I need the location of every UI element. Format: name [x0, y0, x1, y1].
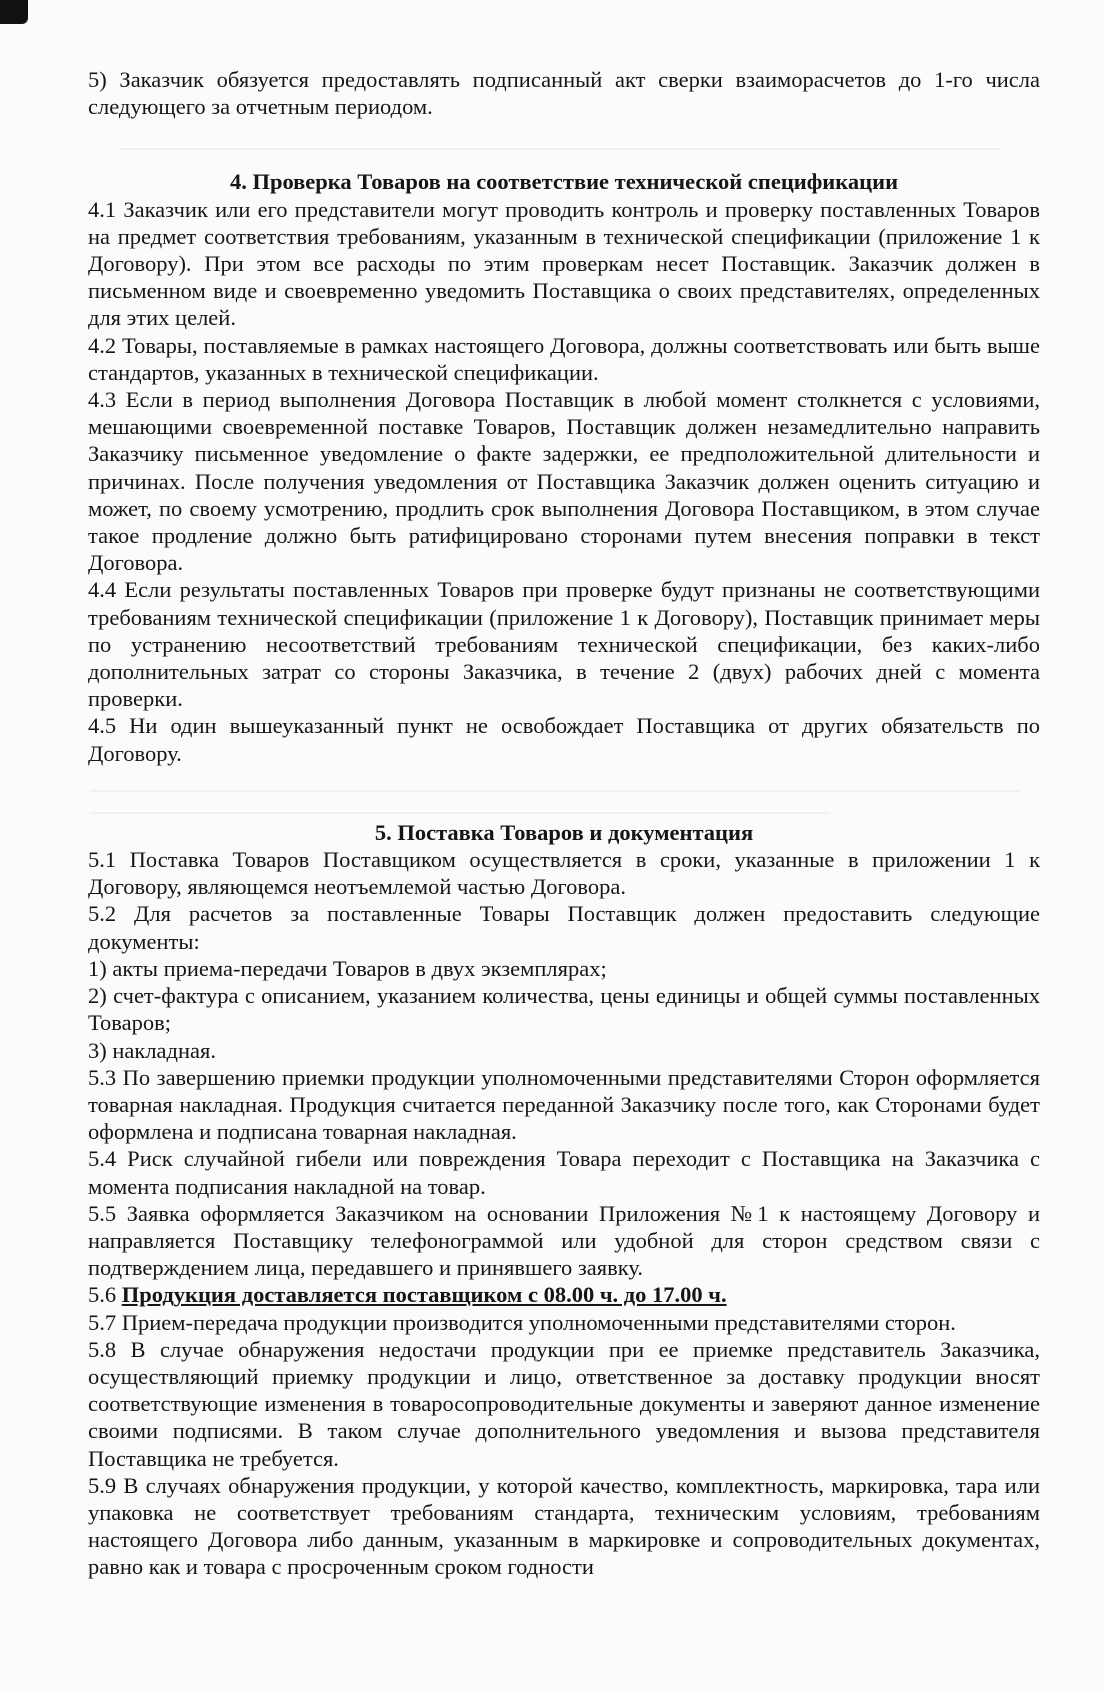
clause-5-4: 5.4 Риск случайной гибели или повреждения Товара переходит с Поставщика на Заказчика с момента подписания накладной на товар. — [88, 1146, 1040, 1199]
clause-5-8: 5.8 В случае обнаружения недостачи продукции при ее приемке представитель Заказчика, осуществляющий приемку продукции и лицо, ответственное за доставку продукции вносят соответствующие изменения в товаросопроводительные документы и заверяют данное изменение своими подписями. В таком случае дополнительного уведомления и вызова представителя Поставщика не требуется. — [88, 1336, 1040, 1471]
list-item-2: 2) счет-фактура с описанием, указанием количества, цены единицы и общей суммы поставленных Товаров; — [88, 983, 1040, 1036]
list-item-3: 3) накладная. — [88, 1037, 216, 1063]
clause-5-6-number: 5.6 — [88, 1282, 122, 1308]
clause-4-2: 4.2 Товары, поставляемые в рамках настоящего Договора, должны соответствовать или быть выше стандартов, указанных в технической спецификации. — [88, 332, 1040, 385]
clause-5-2: 5.2 Для расчетов за поставленные Товары Поставщик должен предоставить следующие документы: — [88, 901, 1040, 954]
clause-5-9: 5.9 В случаях обнаружения продукции, у которой качество, комплектность, маркировка, тара или упаковка не соответствует требованиям стандарта, техническим условиям, требованиям настоящего Договора либо данным, указанным в маркировке и сопроводительных документах, равно как и товара с просроченным сроком годности — [88, 1472, 1040, 1580]
section-5-heading: 5. Поставка Товаров и документация — [374, 819, 754, 845]
list-item-1: 1) акты приема-передачи Товаров в двух экземплярах; — [88, 955, 607, 981]
clause-5-6-emphasis: Продукция доставляется поставщиком с 08.00 ч. до 17.00 ч. — [121, 1282, 727, 1308]
section-4-heading: 4. Проверка Товаров на соответствие технической спецификации — [229, 169, 899, 195]
clause-4-3: 4.3 Если в период выполнения Договора Поставщик в любой момент столкнется с условиями, мешающими своевременной поставке Товаров, Поставщик должен незамедлительно направить Заказчику письменное уведомление о факте задержки, ее предположительной длительности и причинах. После получения уведомления от Поставщика Заказчик должен оценить ситуацию и может, по своему усмотрению, продлить срок выполнения Договора Поставщиком, в этом случае такое продление должно быть ратифицировано сторонами путем внесения поправки в текст Договора. — [88, 387, 1040, 576]
clause-5-1: 5.1 Поставка Товаров Поставщиком осуществляется в сроки, указанные в приложении 1 к Договору, являющемся неотъемлемой частью Договора. — [88, 847, 1040, 900]
clause-4-4: 4.4 Если результаты поставленных Товаров при проверке будут признаны не соответствующими требованиям технической спецификации (приложение 1 к Договору), Поставщик принимает меры по устранению несоответствий требованиям технической спецификации, без каких-либо дополнительных затрат со стороны Заказчика, в течение 2 (двух) рабочих дней с момента проверки. — [88, 577, 1040, 712]
clause-4-1: 4.1 Заказчик или его представители могут проводить контроль и проверку поставленных Товаров на предмет соответствия требованиям, указанным в технической спецификации (приложение 1 к Договору). При этом все расходы по этим проверкам несет Поставщик. Заказчик должен в письменном виде и своевременно уведомить Поставщика о своих представителях, определенных для этих целей. — [88, 196, 1040, 331]
clause-5-5: 5.5 Заявка оформляется Заказчиком на основании Приложения №1 к настоящему Договору и направляется Поставщику телефонограммой или удобной для сторон средством связи с подтверждением лица, передавшего и принявшего заявку. — [88, 1200, 1040, 1281]
clause-5-7: 5.7 Прием-передача продукции производится уполномоченными представителями сторон. — [88, 1309, 956, 1335]
document-body — [88, 66, 1040, 1581]
clause-5-3: 5.3 По завершению приемки продукции уполномоченными представителями Сторон оформляется товарная накладная. Продукция считается переданной Заказчику после того, как Сторонами будет оформлена и подписана товарная накладная. — [88, 1064, 1040, 1145]
paragraph-5-intro: 5) Заказчик обязуется предоставлять подписанный акт сверки взаиморасчетов до 1-го числа следующего за отчетным периодом. — [88, 67, 1040, 120]
clause-5-6 — [88, 1281, 1040, 1308]
clause-4-5: 4.5 Ни один вышеуказанный пункт не освобождает Поставщика от других обязательств по Договору. — [88, 713, 1040, 766]
scan-edge-artifact — [0, 0, 28, 24]
